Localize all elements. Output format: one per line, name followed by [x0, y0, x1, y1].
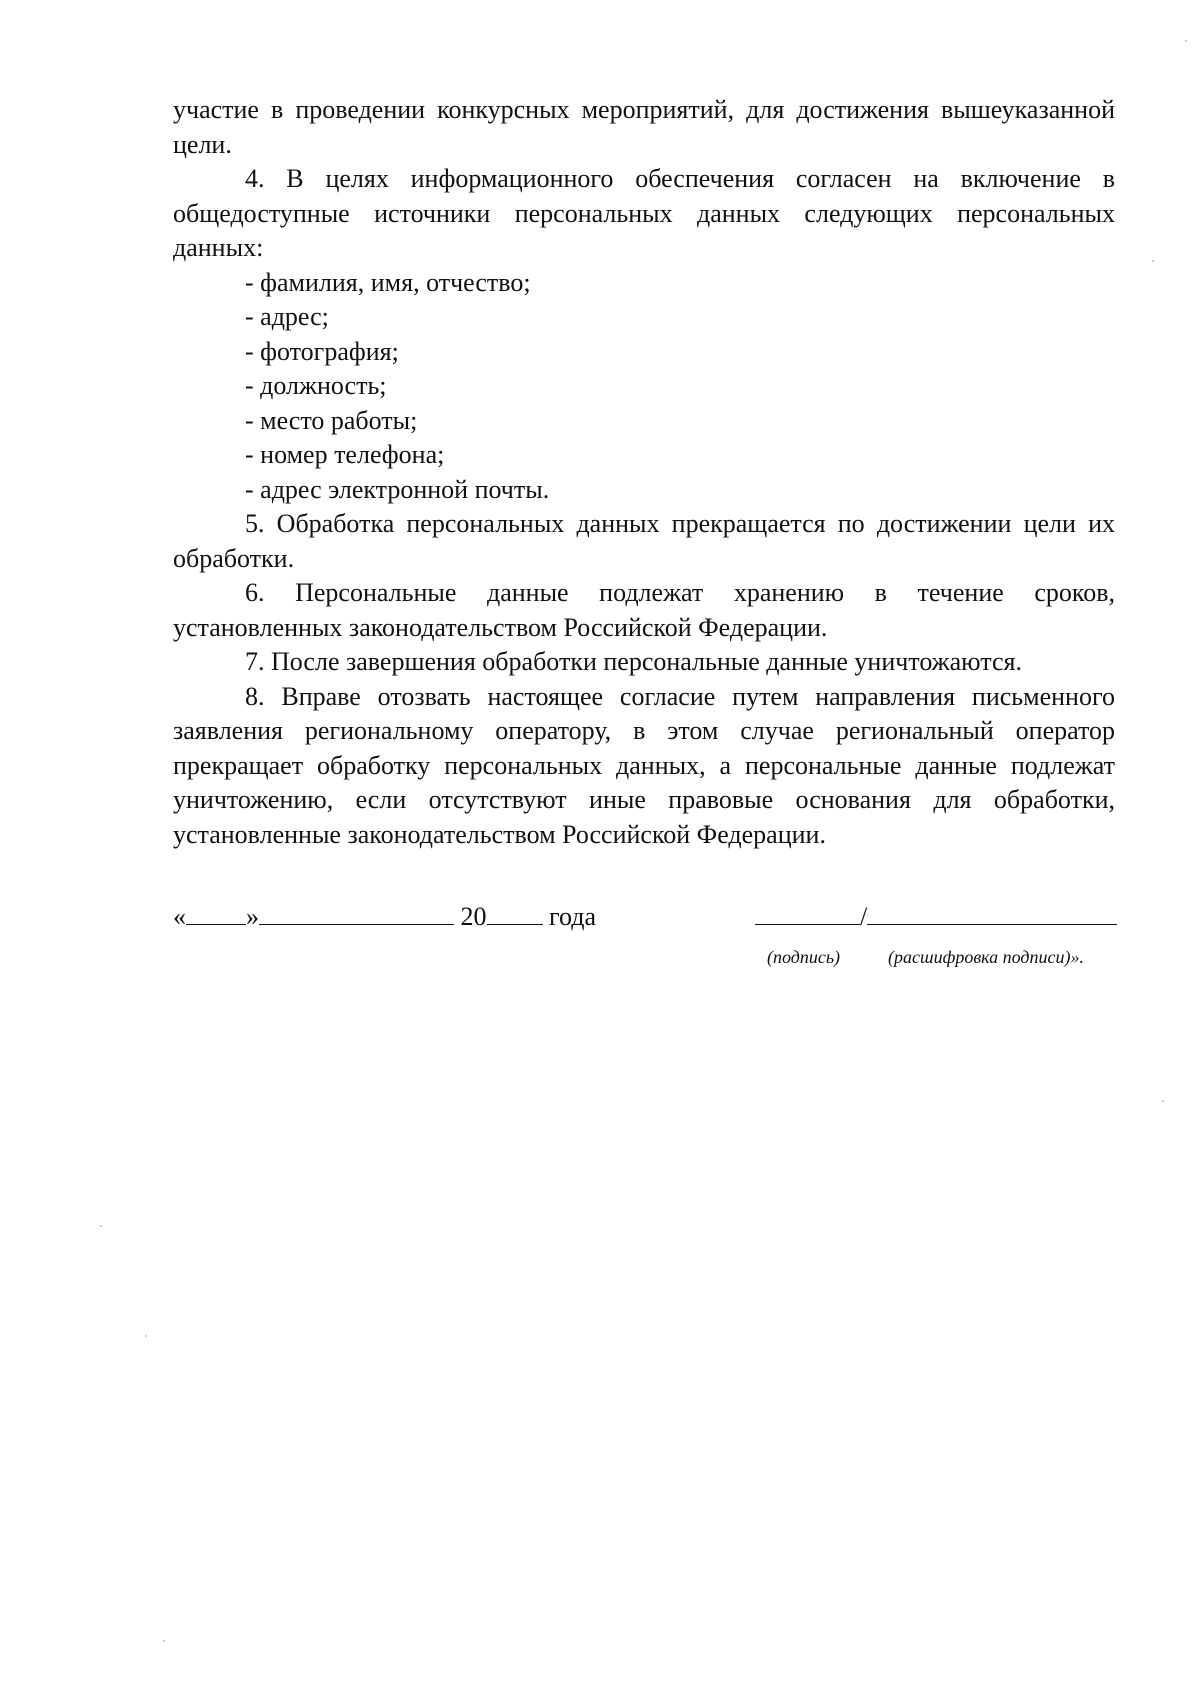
- signature-slash: /: [860, 902, 868, 931]
- scan-speck: [1162, 1100, 1164, 1102]
- list-item: - адрес;: [245, 302, 329, 331]
- close-quote: »: [246, 902, 259, 931]
- signature-decoding-blank[interactable]: [867, 902, 1117, 925]
- list-item: - должность;: [245, 371, 387, 400]
- caption-decoding: (расшифровка подписи)».: [888, 947, 1084, 967]
- scan-speck: [163, 1640, 165, 1642]
- signature-blank[interactable]: [755, 902, 860, 925]
- paragraph-4: 4. В целях информационного обеспечения согласен на включение в общедоступные источники персональных данных следующих персональных данных:: [173, 164, 1115, 262]
- year-prefix: 20: [460, 902, 487, 931]
- signature-row: [173, 902, 1115, 942]
- list-item: - место работы;: [245, 405, 418, 435]
- list-item: - номер телефона;: [245, 440, 445, 469]
- year-blank[interactable]: [487, 902, 543, 925]
- month-blank[interactable]: [259, 902, 454, 925]
- paragraph-6: 6. Персональные данные подлежат хранению в течение сроков, установленных законодательством Российской Федерации.: [173, 578, 1115, 642]
- document-body: [173, 93, 1115, 852]
- list-item: - фотография;: [245, 336, 399, 366]
- scan-speck: [1152, 260, 1154, 262]
- year-suffix: года: [549, 902, 597, 931]
- list-item: - фамилия, имя, отчество;: [245, 267, 531, 297]
- paragraph-5: 5. Обработка персональных данных прекращается по достижении цели их обработки.: [173, 509, 1115, 573]
- paragraph-7: 7. После завершения обработки персональные данные уничтожаются.: [245, 647, 1022, 676]
- scan-speck: [100, 1225, 102, 1227]
- signature-field: [755, 902, 1117, 932]
- scan-speck: [145, 1335, 147, 1337]
- scan-speck: [1185, 40, 1187, 42]
- day-blank[interactable]: [186, 902, 246, 925]
- date-field: [173, 902, 596, 932]
- list-item: - адрес электронной почты.: [245, 474, 550, 504]
- open-quote: «: [173, 902, 186, 931]
- caption-signature: (подпись): [767, 947, 841, 967]
- personal-data-list: [173, 266, 1115, 508]
- paragraph-8: 8. Вправе отозвать настоящее согласие путем направления письменного заявления региональному оператору, в этом случае региональный оператор прекращает обработку персональных данных, а персональные данные подлежат уничтожению, если отсутствуют иные правовые основания для обработки, установленные законодательством Российской Федерации.: [173, 681, 1115, 849]
- paragraph-continuation: участие в проведении конкурсных мероприятий, для достижения вышеуказанной цели.: [173, 95, 1115, 159]
